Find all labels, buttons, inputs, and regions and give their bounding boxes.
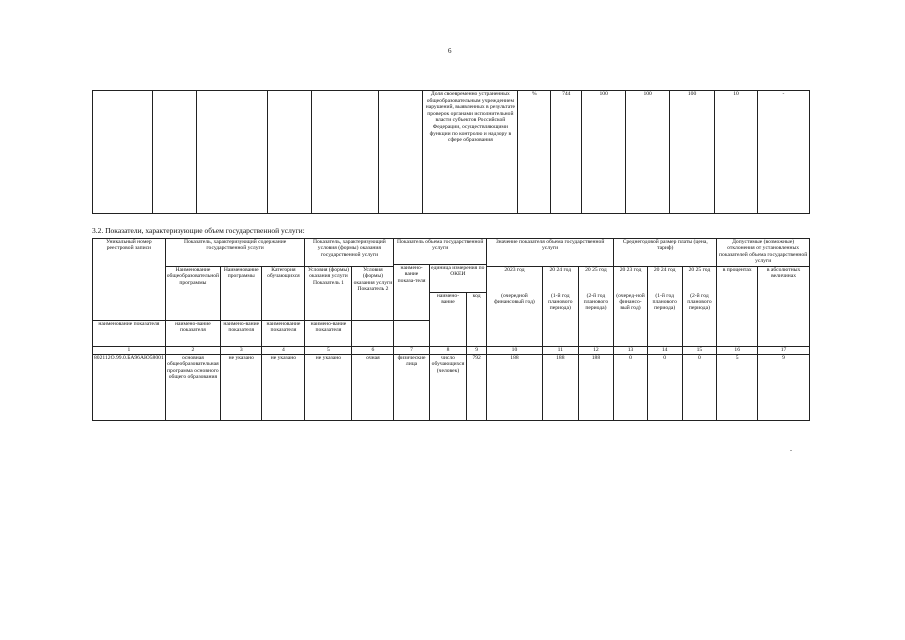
col-number: 6 [352,347,394,355]
page-number: 6 [448,47,452,55]
volume-table [92,238,810,421]
cell-5: не указано [305,355,352,421]
header-value: Значение показателя объема государственной услуги [486,239,613,267]
sub-program: Наименование программы [221,267,262,321]
header-deviation: Допустимые (возможные) отклонения от установленных показателей объема государственной услуги [717,239,810,267]
col-number: 2 [165,347,220,355]
unit: % [518,91,551,214]
program-name: основная общеобразовательная программа основного общего образования [165,355,220,421]
cell-11: 188 [543,355,579,421]
value-2024: 100 [626,91,670,214]
empty-cell [196,91,267,214]
year-2024: 20 24 год [543,267,579,293]
sub-category: Категория обучающихся [262,267,305,321]
cell-4: не указано [262,355,305,421]
cell-17: 9 [758,355,810,421]
section-heading: 3.2. Показатели, характеризующие объем государственной услуги: [92,226,305,235]
cell-6: очная [352,355,394,421]
indicator-label-3: наимено-вание показателя [221,321,262,347]
unit-code: код [467,293,487,347]
fee-2024-desc: (1-й год планового периода) [647,293,682,347]
okei-code: 744 [551,91,582,214]
dev-absolute: в абсолютных величинах [758,267,810,347]
cell-12: 188 [578,355,614,421]
sub-condition-1: Условия (формы) оказания услуги Показатель 1 [305,267,352,321]
header-registry: Уникальный номер реестровой записи [93,239,166,321]
top-table [92,90,810,214]
fee-2025-desc: (2-й год планового периода) [682,293,717,347]
col-number: 3 [221,347,262,355]
value-2025: 100 [670,91,715,214]
indicator-label-4: наименование показателя [262,321,305,347]
dev-percent: в процентах [717,267,758,347]
col-number: 14 [647,347,682,355]
empty-cell [311,91,379,214]
col-number: 8 [429,347,467,355]
col-number: 10 [486,347,542,355]
empty-cell [93,91,153,214]
indicator-label-5: наимено-вание показателя [305,321,352,347]
col-number: 9 [467,347,487,355]
sub-program-name: Наименование общеобразовательной программы [165,267,220,321]
cell-16: 5 [717,355,758,421]
value-2023: 100 [582,91,626,214]
col-number: 15 [682,347,717,355]
col-number: 4 [262,347,305,355]
header-volume-name: наимено-вание показа-теля [394,265,429,321]
cell-9: 792 [467,355,487,421]
year-2025-desc: (2-й год планового периода) [578,293,614,347]
empty-cell [267,91,311,214]
col-number: 13 [614,347,648,355]
fee-2025: 20 25 год [682,267,717,293]
year-2024-desc: (1-й год планового периода) [543,293,579,347]
col-number: 11 [543,347,579,355]
cell-14: 0 [647,355,682,421]
cell-13: 0 [614,355,648,421]
year-2023-desc: (очередной финансовый год) [486,293,542,347]
empty-cell [352,321,394,347]
year-2025: 20 25 год [578,267,614,293]
cell-7: физические лица [394,355,429,421]
registry-number: 802112О.99.0.БА96АЮ58001 [93,355,166,421]
indicator-name: Доля своевременно устраненных общеобразовательным учреждением нарушений, выявленных в результате проверок органами исполнительной власти субъектов Российской Федерации, осуществляющими функции по контролю и надзору в сфере образования [423,91,518,214]
sub-condition-2: Условия (формы) оказания услуги Показатель 2 [352,267,394,321]
indicator-label-2: наимено-вание показателя [165,321,220,347]
fee-2023-desc: (очеред-ной финансо-вый год) [614,293,648,347]
col-number: 17 [758,347,810,355]
cell-15: 0 [682,355,717,421]
year-2023: 2023 год [486,267,542,293]
fee-2024: 20 24 год [647,267,682,293]
col-number: 7 [394,347,429,355]
header-conditions: Показатель, характеризующий условия (формы) оказания государственной услуги [305,239,394,267]
cell-10: 188 [486,355,542,421]
indicator-label-1: наименование показателя [93,321,166,347]
deviation-absolute: - [757,91,809,214]
header-content: Показатель, характеризующий содержание государственной услуги [165,239,305,267]
col-number: 5 [305,347,352,355]
header-volume-unit: единица измерения по ОКЕИ [429,265,486,293]
fee-2023: 20 23 год [614,267,648,293]
deviation-percent: 10 [715,91,758,214]
empty-cell [152,91,196,214]
empty-cell [379,91,423,214]
col-number: 16 [717,347,758,355]
cell-8: число обучающихся (человек) [429,355,467,421]
col-number: 1 [93,347,166,355]
unit-name: наимено-вание [429,293,467,347]
table-row [93,355,810,421]
col-number: 12 [578,347,614,355]
cell-3: не указано [221,355,262,421]
trailing-mark: - [790,448,792,454]
header-fee: Среднегодовой размер платы (цена, тариф) [614,239,717,267]
header-volume: Показатель объема государственной услуги [394,239,487,265]
